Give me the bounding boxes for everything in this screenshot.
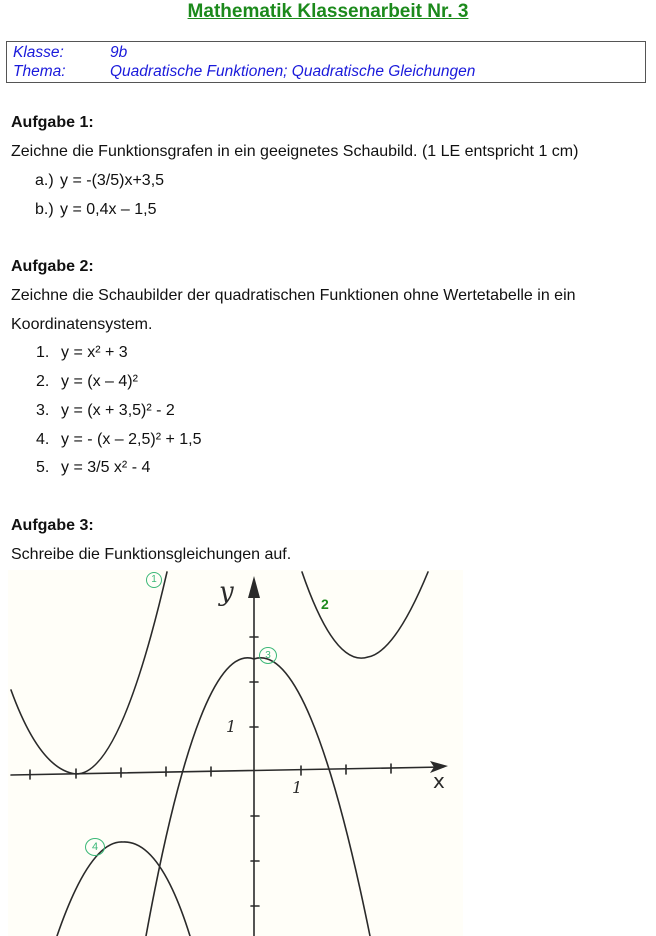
- function-graph: [0, 565, 656, 936]
- aufgabe3-heading: Aufgabe 3:: [11, 517, 94, 534]
- aufgabe1-heading: Aufgabe 1:: [11, 114, 94, 131]
- curve-3: [146, 658, 370, 936]
- aufgabe1-instruction: Zeichne die Funktionsgrafen in ein geeignetes Schaubild. (1 LE entspricht 1 cm): [11, 143, 579, 160]
- thema-label: Thema:: [13, 63, 66, 80]
- y-axis-label: y: [219, 577, 234, 607]
- aufgabe3-instruction: Schreibe die Funktionsgleichungen auf.: [11, 546, 292, 563]
- item-label: 2.: [36, 373, 50, 390]
- item-equation: y = 3/5 x² - 4: [61, 459, 151, 476]
- aufgabe2-heading: Aufgabe 2:: [11, 258, 94, 275]
- aufgabe2-instruction-line2: Koordinatensystem.: [11, 316, 153, 333]
- thema-value: Quadratische Funktionen; Quadratische Gleichungen: [110, 63, 476, 80]
- item-label: 5.: [36, 459, 50, 476]
- x-axis-label: x: [433, 769, 445, 793]
- y-tick-label: 1: [226, 717, 237, 736]
- item-label: 1.: [36, 344, 50, 361]
- item-label: b.): [35, 201, 54, 218]
- klasse-label: Klasse:: [13, 44, 64, 61]
- x-ticks: [30, 764, 391, 779]
- aufgabe2-instruction-line1: Zeichne die Schaubilder der quadratischen Funktionen ohne Wertetabelle in ein: [11, 287, 576, 304]
- y-arrow-icon: [248, 576, 260, 598]
- curve-2: [302, 572, 428, 658]
- curve-label-3: 3: [259, 647, 277, 664]
- page-title: Mathematik Klassenarbeit Nr. 3: [187, 1, 469, 22]
- curve-4: [57, 842, 190, 936]
- curve-1: [11, 572, 167, 774]
- item-label: a.): [35, 172, 54, 189]
- graph-svg: [0, 565, 656, 936]
- item-equation: y = (x – 4)²: [61, 373, 138, 390]
- item-equation: y = x² + 3: [61, 344, 128, 361]
- x-tick-label: 1: [292, 778, 303, 797]
- klasse-value: 9b: [110, 44, 128, 61]
- item-equation: y = -(3/5)x+3,5: [60, 172, 165, 189]
- item-equation: y = 0,4x – 1,5: [60, 201, 157, 218]
- item-equation: y = (x + 3,5)² - 2: [61, 402, 175, 419]
- item-equation: y = - (x – 2,5)² + 1,5: [61, 431, 202, 448]
- curve-label-4: 4: [85, 838, 105, 856]
- item-label: 4.: [36, 431, 50, 448]
- info-box: [6, 41, 646, 83]
- item-label: 3.: [36, 402, 50, 419]
- curve-label-2: 2: [321, 596, 329, 612]
- curve-label-1: 1: [146, 572, 162, 588]
